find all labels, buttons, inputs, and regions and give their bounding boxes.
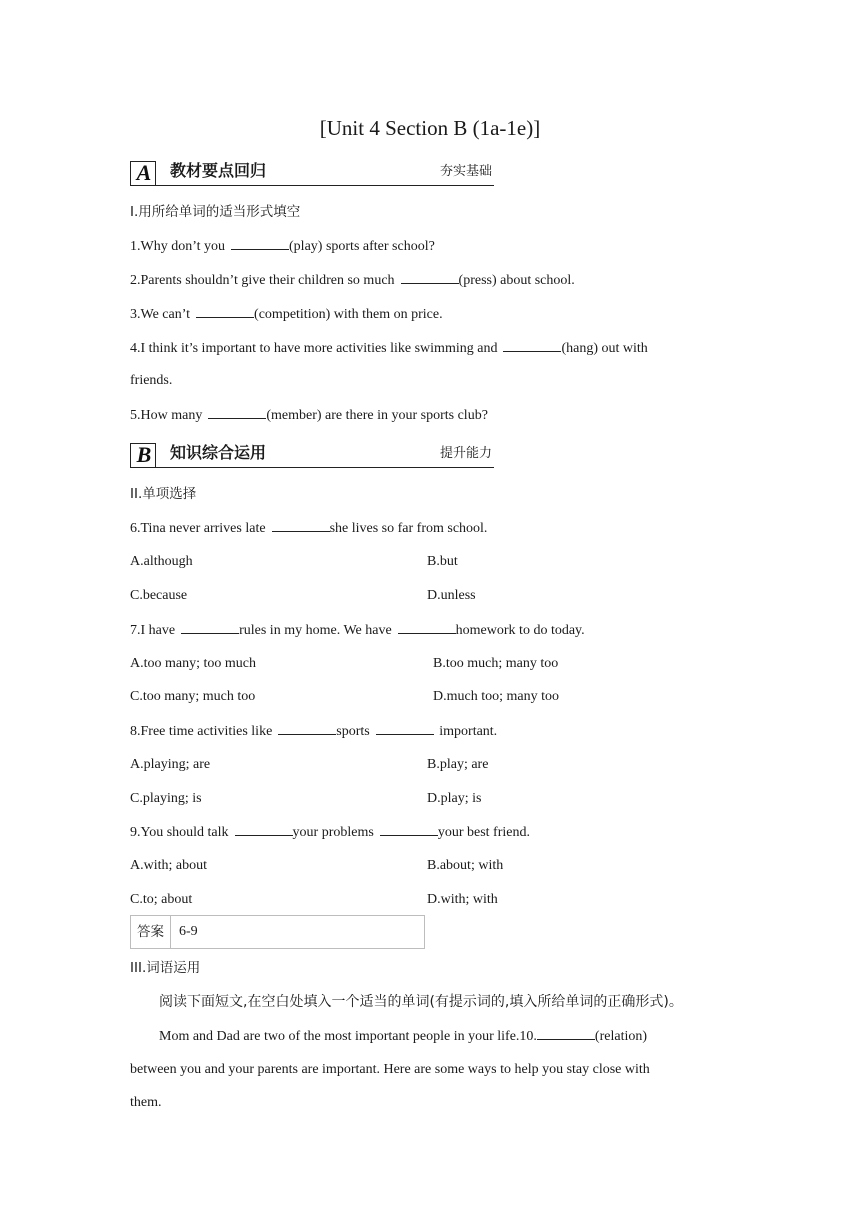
q5-after: (member) are there in your sports club? [266, 408, 488, 423]
q8-blank-2[interactable] [376, 722, 434, 735]
section-b-rule [130, 467, 494, 469]
answer-label: 答案 [131, 916, 171, 948]
passage-line-2: between you and your parents are important. Here are some ways to help you stay close with [130, 1062, 650, 1077]
q6-option-d[interactable]: D.unless [427, 588, 476, 603]
section-b-letter: B [136, 442, 152, 467]
section-a-rule [130, 185, 494, 187]
q9-option-d[interactable]: D.with; with [427, 892, 498, 907]
part3-heading: III.词语运用 [130, 960, 201, 976]
part2-heading: II.单项选择 [130, 486, 197, 502]
question-8 [130, 722, 497, 741]
question-4-continued: friends. [130, 373, 173, 388]
q6-option-a[interactable]: A.although [130, 554, 193, 569]
q1-before: 1.Why don’t you [130, 239, 226, 254]
part3-instruction: 阅读下面短文,在空白处填入一个适当的单词(有提示词的,填入所给单词的正确形式)。 [159, 994, 683, 1010]
q9-blank-1[interactable] [235, 823, 293, 836]
q9-option-b[interactable]: B.about; with [427, 858, 504, 873]
q7-option-a[interactable]: A.too many; too much [130, 656, 256, 671]
q7-blank-1[interactable] [181, 621, 239, 634]
q9-mid: your problems [292, 825, 374, 840]
section-a-tag: 夯实基础 [439, 164, 492, 179]
section-b-banner [130, 440, 494, 468]
passage-line-1 [159, 1027, 647, 1046]
question-4 [130, 339, 648, 358]
q9-option-a[interactable]: A.with; about [130, 858, 207, 873]
q8-blank-1[interactable] [278, 722, 336, 735]
q8-before: 8.Free time activities like [130, 724, 273, 739]
part1-heading: I.用所给单词的适当形式填空 [130, 204, 301, 220]
q6-before: 6.Tina never arrives late [130, 521, 266, 536]
q9-option-c[interactable]: C.to; about [130, 892, 193, 907]
q4-after: (hang) out with [561, 341, 648, 356]
question-3 [130, 305, 443, 324]
q2-before: 2.Parents shouldn’t give their children so much [130, 273, 395, 288]
question-7 [130, 621, 585, 640]
q7-after: homework to do today. [455, 623, 585, 638]
question-2 [130, 271, 575, 290]
q7-mid: rules in my home. We have [239, 623, 392, 638]
q3-after: (competition) with them on price. [254, 307, 443, 322]
q6-option-c[interactable]: C.because [130, 588, 188, 603]
q6-option-b[interactable]: B.but [427, 554, 458, 569]
q9-before: 9.You should talk [130, 825, 229, 840]
section-b-tag: 提升能力 [439, 446, 492, 461]
q3-blank[interactable] [196, 305, 254, 318]
page-title: [Unit 4 Section B (1a-1e)] [319, 116, 541, 140]
q7-option-d[interactable]: D.much too; many too [433, 689, 559, 704]
question-5 [130, 406, 488, 425]
passage-line-3: them. [130, 1095, 162, 1110]
q8-option-b[interactable]: B.play; are [427, 757, 489, 772]
question-6 [130, 519, 487, 538]
passage-line-1-before: Mom and Dad are two of the most important people in your life.10. [159, 1029, 537, 1044]
q1-blank[interactable] [231, 237, 289, 250]
q8-option-c[interactable]: C.playing; is [130, 791, 202, 806]
answer-range: 6-9 [179, 924, 198, 939]
passage-line-1-after: (relation) [594, 1029, 648, 1044]
q2-after: (press) about school. [458, 273, 575, 288]
section-a-heading: 教材要点回归 [170, 161, 267, 180]
q7-option-b[interactable]: B.too much; many too [433, 656, 559, 671]
section-a-letter: A [136, 160, 152, 185]
q7-blank-2[interactable] [398, 621, 456, 634]
q10-blank[interactable] [537, 1027, 595, 1040]
q9-after: your best friend. [437, 825, 530, 840]
q5-before: 5.How many [130, 408, 203, 423]
section-b-heading: 知识综合运用 [170, 443, 267, 462]
section-a-banner [130, 158, 494, 186]
question-1 [130, 237, 435, 256]
q9-blank-2[interactable] [380, 823, 438, 836]
q8-mid: sports [336, 724, 370, 739]
question-9 [130, 823, 530, 842]
q8-option-d[interactable]: D.play; is [427, 791, 482, 806]
q5-blank[interactable] [208, 406, 266, 419]
q1-after: (play) sports after school? [289, 239, 435, 254]
q4-blank[interactable] [503, 339, 561, 352]
answer-box [130, 915, 425, 949]
q6-after: she lives so far from school. [329, 521, 488, 536]
q2-blank[interactable] [401, 271, 459, 284]
q7-before: 7.I have [130, 623, 176, 638]
q7-option-c[interactable]: C.too many; much too [130, 689, 256, 704]
q8-option-a[interactable]: A.playing; are [130, 757, 211, 772]
q6-blank[interactable] [272, 519, 330, 532]
q3-before: 3.We can’t [130, 307, 191, 322]
q8-after: important. [439, 724, 498, 739]
q4-before: 4.I think it’s important to have more activities like swimming and [130, 341, 498, 356]
